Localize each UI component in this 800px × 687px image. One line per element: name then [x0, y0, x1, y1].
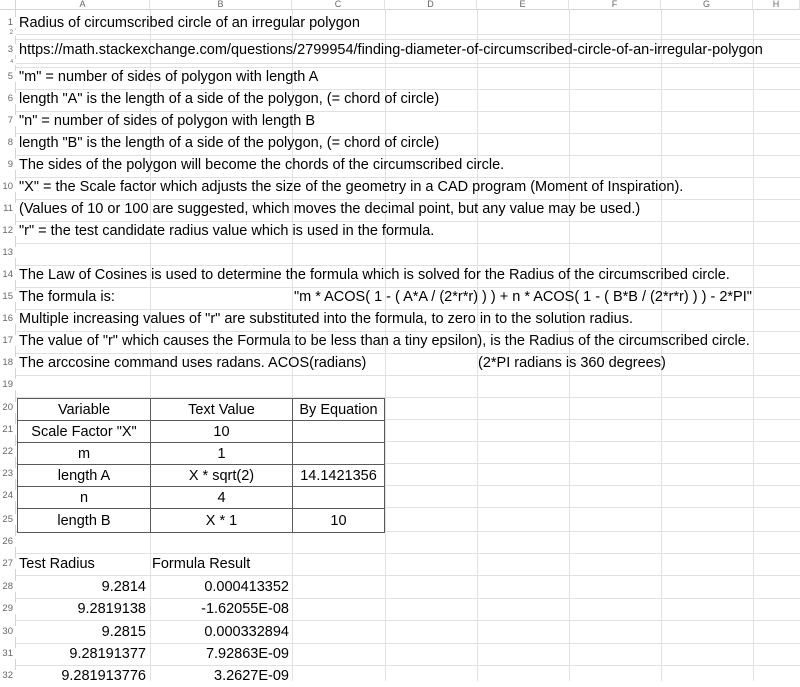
- table-cell[interactable]: 10: [293, 509, 385, 533]
- table-row: [18, 487, 385, 509]
- variables-table: [17, 398, 385, 533]
- row-header[interactable]: 10: [0, 181, 16, 192]
- result-radius-cell[interactable]: 9.2819138: [77, 601, 146, 617]
- result-value-cell[interactable]: -1.62055E-08: [201, 601, 289, 617]
- row-header[interactable]: 31: [0, 648, 16, 659]
- grid-line: [16, 375, 800, 376]
- cell-a5[interactable]: "m" = number of sides of polygon with length A: [19, 69, 319, 85]
- row-header[interactable]: 20: [0, 402, 16, 413]
- select-all-corner[interactable]: [0, 0, 16, 10]
- result-value-cell[interactable]: 3.2627E-09: [214, 668, 289, 684]
- table-cell[interactable]: [293, 443, 385, 465]
- column-header-d[interactable]: D: [385, 0, 477, 10]
- cell-e18[interactable]: (2*PI radians is 360 degrees): [478, 355, 666, 371]
- row-header[interactable]: 24: [0, 490, 16, 501]
- column-header-c[interactable]: C: [292, 0, 385, 10]
- row-header[interactable]: 14: [0, 269, 16, 280]
- row-header[interactable]: 27: [0, 558, 16, 569]
- table-cell[interactable]: [293, 421, 385, 443]
- grid-line: [16, 63, 800, 64]
- results-header-formula[interactable]: Formula Result: [152, 556, 251, 572]
- table-row: [18, 509, 385, 533]
- table-cell[interactable]: [293, 487, 385, 509]
- table-cell[interactable]: n: [18, 487, 151, 509]
- row-header[interactable]: 22: [0, 446, 16, 457]
- row-header[interactable]: 19: [0, 379, 16, 390]
- table-cell[interactable]: X * sqrt(2): [151, 465, 293, 487]
- row-header[interactable]: 2: [0, 30, 16, 36]
- row-header[interactable]: 17: [0, 335, 16, 346]
- row-header[interactable]: 3: [0, 44, 16, 55]
- result-value-cell[interactable]: 0.000332894: [204, 624, 289, 640]
- cell-a11[interactable]: (Values of 10 or 100 are suggested, which moves the decimal point, but any value may be used.): [19, 201, 641, 217]
- column-header-h[interactable]: H: [753, 0, 800, 10]
- row-header[interactable]: 8: [0, 137, 16, 148]
- result-value-cell[interactable]: 0.000413352: [204, 579, 289, 595]
- row-header[interactable]: 25: [0, 514, 16, 525]
- row-header[interactable]: 30: [0, 626, 16, 637]
- row-header[interactable]: 7: [0, 115, 16, 126]
- row-header[interactable]: 28: [0, 581, 16, 592]
- row-header[interactable]: 12: [0, 225, 16, 236]
- result-radius-cell[interactable]: 9.28191377: [69, 646, 146, 662]
- table-header-cell[interactable]: Text Value: [151, 399, 293, 421]
- cell-a15[interactable]: The formula is:: [19, 289, 115, 305]
- cell-a10[interactable]: "X" = the Scale factor which adjusts the size of the geometry in a CAD program (Moment of Inspiration).: [19, 179, 684, 195]
- row-header[interactable]: 5: [0, 71, 16, 82]
- cell-a1-title[interactable]: Radius of circumscribed circle of an irregular polygon: [19, 15, 360, 31]
- cell-a17[interactable]: The value of "r" which causes the Formula to be less than a tiny epsilon), is the Radius of the circumscribed circle.: [19, 333, 750, 349]
- table-cell[interactable]: X * 1: [151, 509, 293, 533]
- row-header[interactable]: 15: [0, 291, 16, 302]
- cell-a3-url[interactable]: https://math.stackexchange.com/questions/2799954/finding-diameter-of-circumscribed-circle-of-an-irregular-polygon: [19, 42, 763, 58]
- table-header-row: [18, 399, 385, 421]
- grid-line: [16, 243, 800, 244]
- result-radius-cell[interactable]: 9.2815: [101, 624, 146, 640]
- table-cell[interactable]: Scale Factor "X": [18, 421, 151, 443]
- cell-a14[interactable]: The Law of Cosines is used to determine the formula which is solved for the Radius of the circumscribed circle.: [19, 267, 730, 283]
- column-header-f[interactable]: F: [569, 0, 661, 10]
- column-header-b[interactable]: B: [150, 0, 292, 10]
- cell-a9[interactable]: The sides of the polygon will become the chords of the circumscribed circle.: [19, 157, 505, 173]
- column-header-e[interactable]: E: [477, 0, 569, 10]
- result-radius-cell[interactable]: 9.281913776: [61, 668, 146, 684]
- cell-a6[interactable]: length "A" is the length of a side of the polygon, (= chord of circle): [19, 91, 440, 107]
- column-header-g[interactable]: G: [661, 0, 753, 10]
- table-header-cell[interactable]: By Equation: [293, 399, 385, 421]
- row-header[interactable]: 29: [0, 603, 16, 614]
- row-header[interactable]: 9: [0, 159, 16, 170]
- grid-line: [16, 34, 800, 35]
- row-header[interactable]: 32: [0, 670, 16, 681]
- table-cell[interactable]: length A: [18, 465, 151, 487]
- table-cell[interactable]: 10: [151, 421, 293, 443]
- table-cell[interactable]: length B: [18, 509, 151, 533]
- table-cell[interactable]: m: [18, 443, 151, 465]
- row-header[interactable]: 13: [0, 247, 16, 258]
- grid-line: [16, 553, 800, 554]
- result-value-cell[interactable]: 7.92863E-09: [205, 646, 289, 662]
- column-header-a[interactable]: A: [16, 0, 150, 10]
- row-header[interactable]: 23: [0, 468, 16, 479]
- table-cell[interactable]: 1: [151, 443, 293, 465]
- table-row: [18, 443, 385, 465]
- cell-a18[interactable]: The arccosine command uses radans. ACOS(radians): [19, 355, 367, 371]
- table-cell[interactable]: 14.1421356: [293, 465, 385, 487]
- cell-a7[interactable]: "n" = number of sides of polygon with length B: [19, 113, 316, 129]
- row-header[interactable]: 4: [0, 59, 16, 65]
- cell-c15-formula[interactable]: "m * ACOS( 1 - ( A*A / (2*r*r) ) ) + n * ACOS( 1 - ( B*B / (2*r*r) ) ) - 2*PI": [294, 289, 752, 305]
- row-header[interactable]: 18: [0, 357, 16, 368]
- table-row: [18, 421, 385, 443]
- result-radius-cell[interactable]: 9.2814: [101, 579, 146, 595]
- row-header[interactable]: 26: [0, 536, 16, 547]
- cell-a16[interactable]: Multiple increasing values of "r" are substituted into the formula, to zero in to the solution radius.: [19, 311, 633, 327]
- table-header-cell[interactable]: Variable: [18, 399, 151, 421]
- cell-a8[interactable]: length "B" is the length of a side of the polygon, (= chord of circle): [19, 135, 440, 151]
- row-header[interactable]: 11: [0, 203, 16, 214]
- results-header-radius[interactable]: Test Radius: [19, 556, 95, 572]
- row-header[interactable]: 6: [0, 93, 16, 104]
- table-row: [18, 465, 385, 487]
- table-cell[interactable]: 4: [151, 487, 293, 509]
- cell-a12[interactable]: "r" = the test candidate radius value which is used in the formula.: [19, 223, 435, 239]
- row-header[interactable]: 21: [0, 424, 16, 435]
- row-header[interactable]: 1: [0, 17, 16, 28]
- row-header[interactable]: 16: [0, 313, 16, 324]
